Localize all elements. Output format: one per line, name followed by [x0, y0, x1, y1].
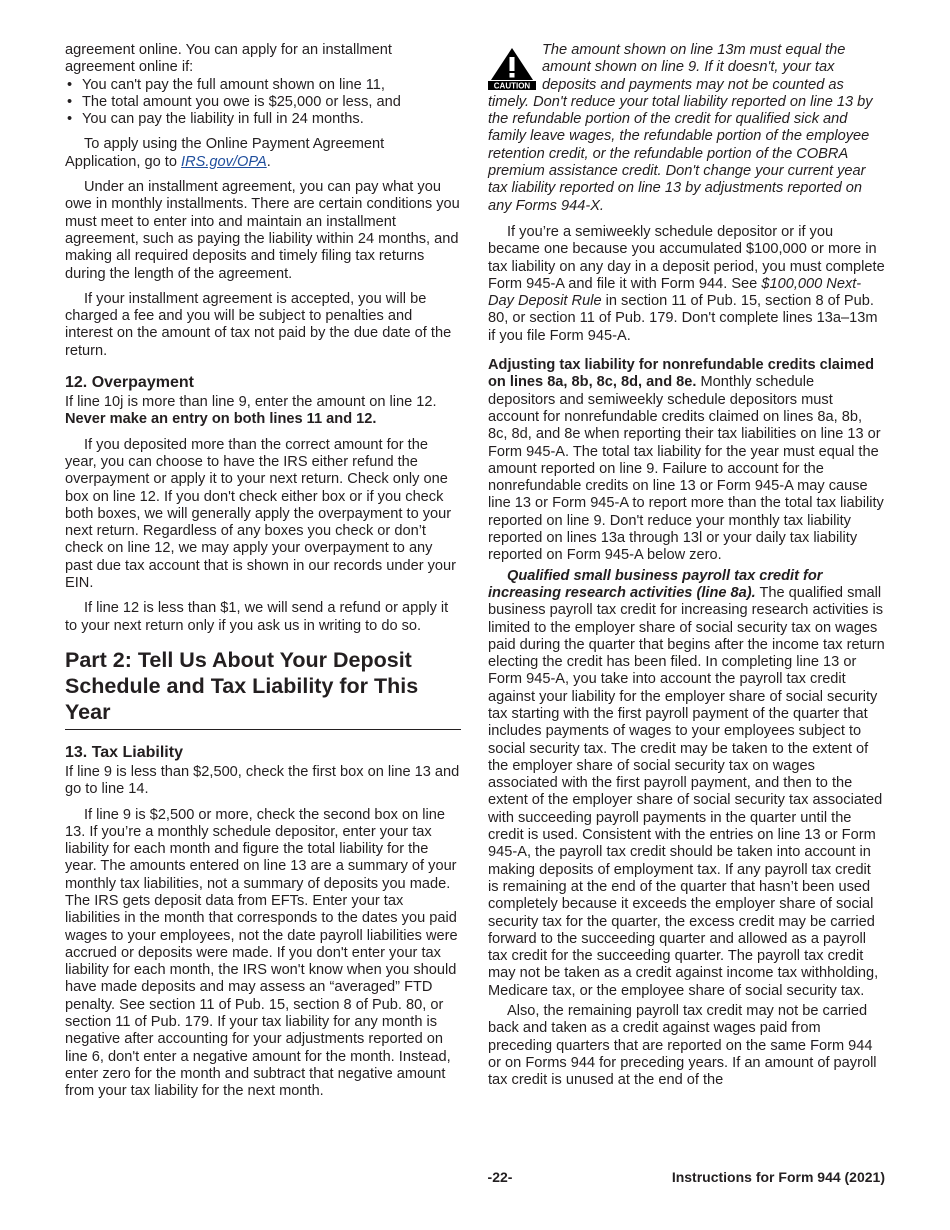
paragraph — [65, 136, 461, 171]
bullet-list — [65, 77, 461, 129]
opa-link[interactable]: IRS.gov/OPA — [181, 153, 267, 170]
section-heading: 12. Overpayment — [65, 374, 194, 392]
text: Monthly schedule depositors and semiweekly schedule depositors must account for nonrefundable credits claimed on lines 8a, 8b, 8c, 8d, and 8e when reporting their tax liabilities on line 13 or Form 945-A. The total tax liability for the year must equal the amount reported on line 9. Failure to account for the nonrefundable credits on line 13 or Form 945-A may cause line 13 or Form 945-A to report more than the total tax liability reported on line 9. Don't reduce your monthly tax liability reported on lines 13a through 13l or your daily tax liability reported on Form 945-A below zero. — [488, 374, 884, 564]
footer-title: Instructions for Form 944 (2021) — [671, 1169, 885, 1185]
list-item: • The total amount you owe is $25,000 or less, and — [65, 94, 461, 111]
paragraph — [488, 357, 885, 565]
paragraph: Under an installment agreement, you can pay what you owe in monthly installments. There are certain conditions you must meet to enter into and maintain an installment agreement, such as paying the liability within 24 months, and making all required deposits and timely filing tax returns during the length of the agreement. — [65, 179, 460, 282]
part-heading: Part 2: Tell Us About Your Deposit Schedule and Tax Liability for This Year — [65, 647, 461, 730]
text: . — [266, 153, 271, 170]
page-number: -22- — [487, 1169, 513, 1185]
text: If line 10j is more than line 9, enter the amount on line 12. — [65, 394, 437, 411]
paragraph: If line 12 is less than $1, we will send a refund or apply it to your next return only if you ask us in writing to do so. — [65, 600, 449, 634]
caution-icon — [488, 46, 536, 90]
bold-text: Never make an entry on both lines 11 and 12. — [65, 411, 377, 428]
caution-text: The amount shown on line 13m must equal the amount shown on line 9. If it doesn't, your tax deposits and payments may not be counted as timely. Don't reduce your total liability reported on line 13 by the refundable portion of the credit for qualified sick and family leave wages, the refundable portion of the employee retention credit, or the refundable portion of the COBRA premium assistance credit. Don't change your current year tax liability reported on line 13 by adjustments reported on any Forms 944-X. — [488, 42, 873, 214]
paragraph — [65, 394, 461, 429]
text: If you’re a semiweekly schedule depositor or if you became one because you accumulated $100,000 or more in tax liability on any day in a deposit period, you must complete Form 945-A and file it with Form 944. See — [488, 223, 885, 292]
caution-note — [488, 42, 885, 215]
paragraph: agreement online. You can apply for an installment agreement online if: — [65, 42, 392, 76]
paragraph — [488, 224, 885, 345]
paragraph: If line 9 is less than $2,500, check the first box on line 13 and go to line 14. — [65, 763, 460, 798]
italic-text: $100,000 Next-Day Deposit Rule — [488, 275, 862, 310]
page-footer — [65, 1169, 885, 1189]
paragraph: Also, the remaining payroll tax credit may not be carried back and taken as a credit against wages paid from preceding quarters that are reported on the same Form 944 or on Forms 944 for preceding years. If an amount of payroll tax credit is unused at the end of the — [488, 1003, 877, 1089]
right-column — [488, 42, 885, 1090]
list-item: • You can pay the liability in full in 24 months. — [65, 111, 461, 128]
paragraph: If your installment agreement is accepted, you will be charged a fee and you will be subject to penalties and interest on the amount of tax not paid by the due date of the return. — [65, 290, 452, 359]
paragraph — [488, 568, 885, 1000]
run-in-heading: Qualified small business payroll tax credit for increasing research activities (line 8a). — [488, 567, 823, 601]
text: The qualified small business payroll tax credit for increasing research activities is limited to the employer share of social security tax on wages paid during the quarter that begins after the income tax return electing the credit has been filed. In completing line 13 or Form 945-A, you take into account the payroll tax credit against your liability for the employer share of social security tax starting with the first payroll payment of the quarter that includes payments of wages to your employees subject to social security tax. The credit may be taken to the extent of the employer share of social security tax on wages associated with the first payroll payment, and then to the extent of the employer share of social security tax associated with succeeding payroll payments in the quarter until the credit is used. Consistent with the entries on line 13 or Form 945-A, the payroll tax credit should be taken into account in making deposits of employment tax. If any payroll tax credit is remaining at the end of the quarter that hasn’t been used completely because it exceeds the employer share of social security tax for the quarter, the excess credit may be carried forward to the succeeding quarter and allowed as a payroll tax credit for the succeeding quarter. The payroll tax credit may not be taken as a credit against income tax withholding, Medicare tax, or the employee share of social security tax. — [488, 584, 885, 999]
list-item: • You can't pay the full amount shown on line 11, — [65, 77, 461, 94]
caution-label: CAUTION — [493, 81, 531, 90]
text: To apply using the Online Payment Agreement Application, go to — [65, 136, 385, 170]
text: in section 11 of Pub. 15, section 8 of Pub. 80, or section 11 of Pub. 179. Don't complete lines 13a–13m if you file Form 945-A. — [488, 293, 878, 344]
left-column — [65, 42, 461, 1101]
section-heading: 13. Tax Liability — [65, 743, 183, 761]
paragraph: If you deposited more than the correct amount for the year, you can choose to have the IRS either refund the overpayment or apply it to your next return. Check only one box on line 12. If you don't check either box or if you check both boxes, we will generally apply the overpayment to your next return. Regardless of any boxes you check or don’t check on line 12, we may apply your overpayment to any past due tax account that is shown in our records under your EIN. — [65, 436, 457, 592]
paragraph: If line 9 is $2,500 or more, check the second box on line 13. If you’re a monthly schedule depositor, enter your tax liability for each month and figure the total liability for the year. The amounts entered on line 13 are a summary of your monthly tax liabilities, not a summary of deposits you made. The IRS gets deposit data from EFTs. Enter your tax liabilities in the month that corresponds to the dates you paid wages to your employees, not the date payroll liabilities were accrued or deposits were made. If you don't enter your tax liability for each month, the IRS won't know when you should have made deposits and may assess an “averaged” FTD penalty. See section 11 of Pub. 15, section 8 of Pub. 80, or section 11 of Pub. 179. If your tax liability for any month is negative after accounting for your adjustments reported on line 6, don't enter a negative amount for the month. Instead, enter zero for the month and subtract that negative amount from your tax liability for the next month. — [65, 806, 458, 1100]
run-in-heading: Adjusting tax liability for nonrefundable credits claimed on lines 8a, 8b, 8c, 8d, and 8e. — [488, 357, 874, 391]
